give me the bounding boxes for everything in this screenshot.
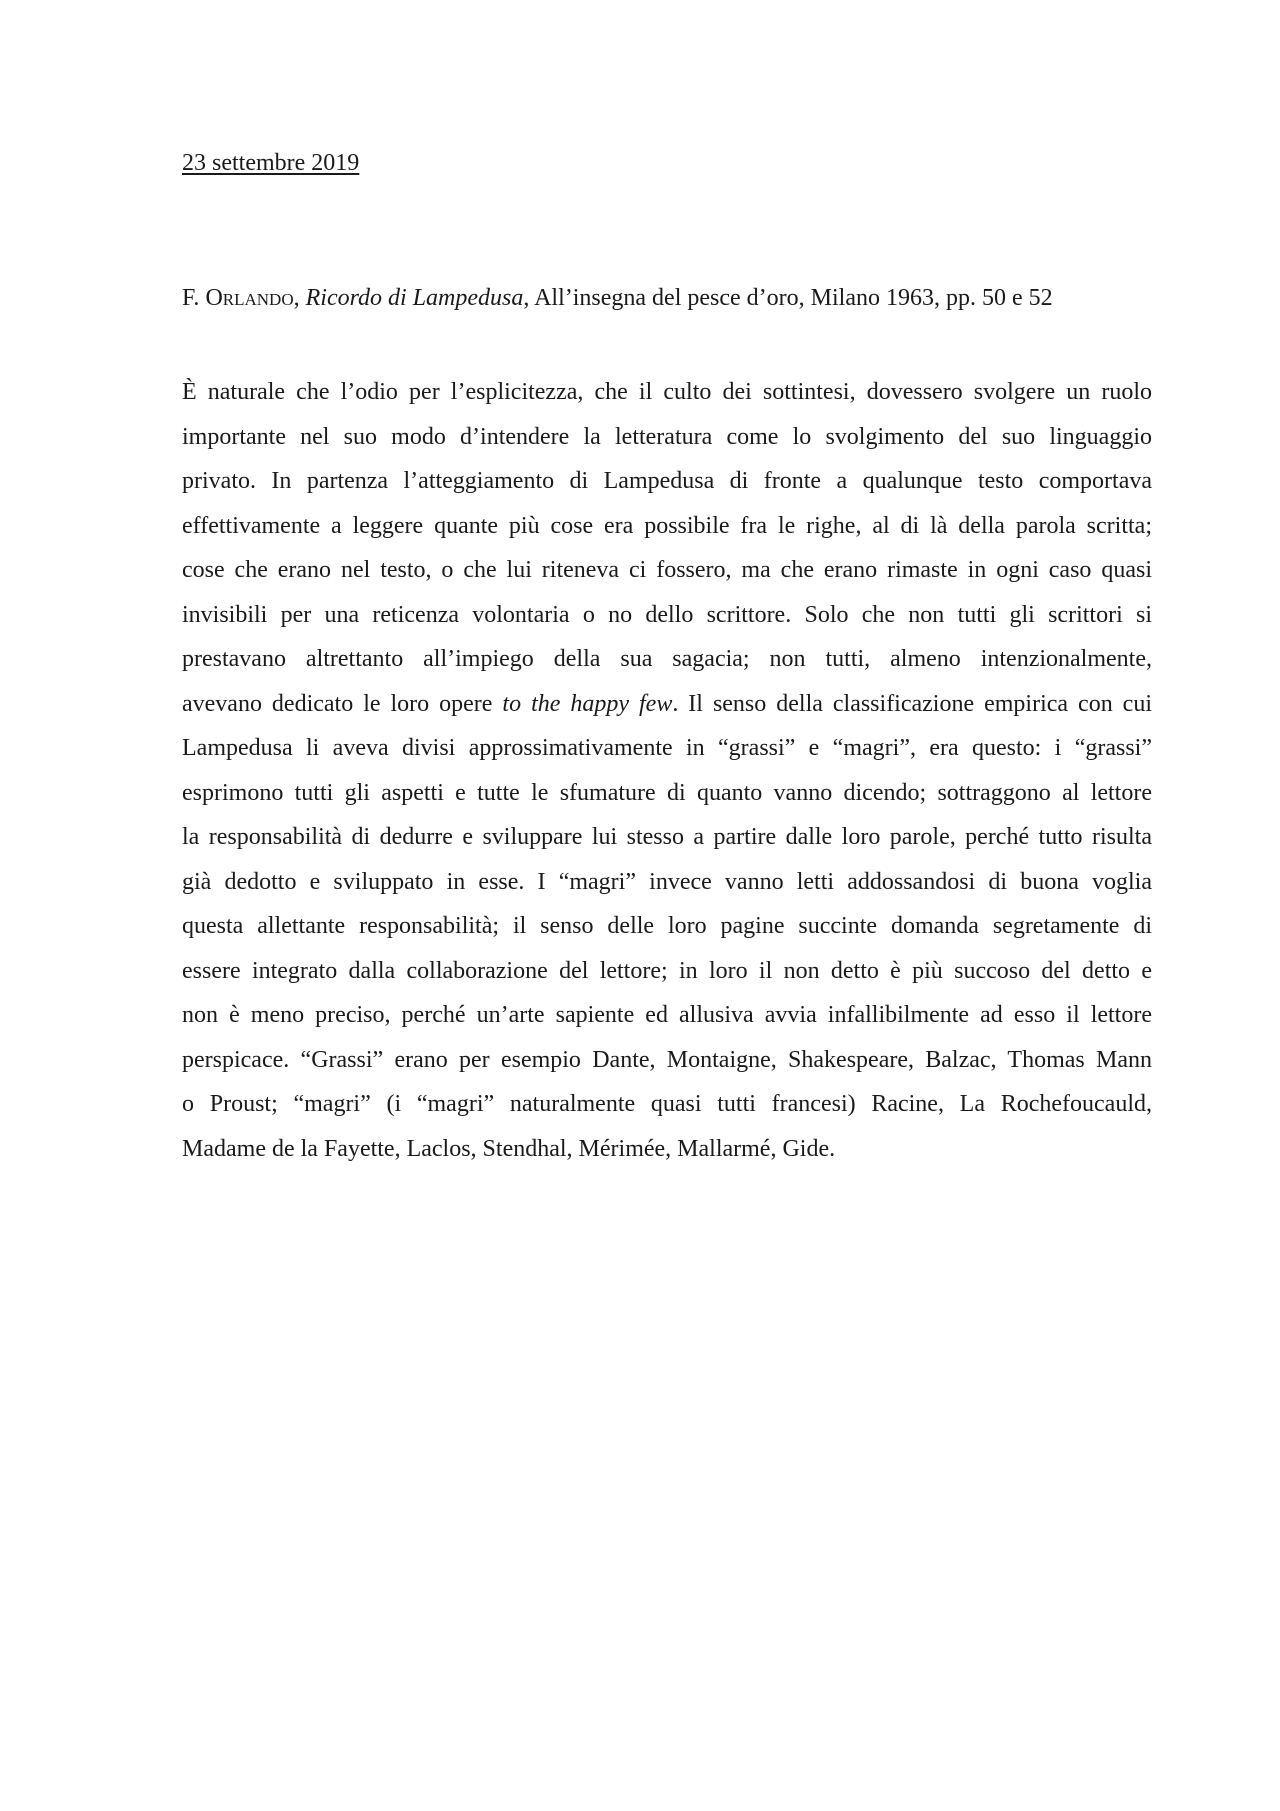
paragraph-line: cose che erano nel testo, o che lui riteneva ci fossero, ma che erano rimaste in ogni caso quasi bbox=[182, 557, 1152, 583]
paragraph-line: importante nel suo modo d’intendere la letteratura come lo svolgimento del suo linguaggio bbox=[182, 423, 1152, 450]
paragraph-line: non è meno preciso, perché un’arte sapiente ed allusiva avvia infallibilmente ad esso il lettore bbox=[182, 1002, 1152, 1028]
paragraph-line: Madame de la Fayette, Laclos, Stendhal, Mérimée, Mallarmé, Gide. bbox=[182, 1135, 836, 1162]
paragraph-line: effettivamente a leggere quante più cose era possibile fra le righe, al di là della parola scritta; bbox=[182, 512, 1152, 539]
citation-separator: , bbox=[293, 285, 306, 311]
paragraph-line-with-italic bbox=[182, 682, 1152, 727]
quoted-paragraph bbox=[182, 370, 1152, 1171]
paragraph-line: Lampedusa li aveva divisi approssimativamente in “grassi” e “magri”, era questo: i “grassi” bbox=[182, 735, 1152, 761]
line-text-after: . Il senso della classificazione empirica con cui bbox=[672, 690, 1152, 717]
paragraph-line: o Proust; “magri” (i “magri” naturalmente quasi tutti francesi) Racine, La Rochefoucauld, bbox=[182, 1091, 1152, 1117]
paragraph-line: perspicace. “Grassi” erano per esempio Dante, Montaigne, Shakespeare, Balzac, Thomas Mann bbox=[182, 1046, 1152, 1073]
work-title: Ricordo di Lampedusa bbox=[305, 285, 524, 311]
paragraph-line: già dedotto e sviluppato in esse. I “magri” invece vanno letti addossandosi di buona voglia bbox=[182, 868, 1152, 895]
paragraph-line: privato. In partenza l’atteggiamento di Lampedusa di fronte a qualunque testo comportava bbox=[182, 468, 1152, 494]
paragraph-line: questa allettante responsabilità; il senso delle loro pagine succinte domanda segretamente di bbox=[182, 913, 1152, 939]
paragraph-line: essere integrato dalla collaborazione del lettore; in loro il non detto è più succoso del detto e bbox=[182, 957, 1152, 984]
paragraph-line: invisibili per una reticenza volontaria o no dello scrittore. Solo che non tutti gli scrittori si bbox=[182, 601, 1152, 628]
paragraph-line: prestavano altrettanto all’impiego della sua sagacia; non tutti, almeno intenzionalmente, bbox=[182, 646, 1152, 672]
paragraph-line: È naturale che l’odio per l’esplicitezza, che il culto dei sottintesi, dovessero svolgere un ruolo bbox=[182, 379, 1152, 405]
document-date: 23 settembre 2019 bbox=[182, 150, 360, 176]
citation-details: , All’insegna del pesce d’oro, Milano 1963, pp. 50 e 52 bbox=[523, 285, 1053, 311]
italic-phrase: to the happy few bbox=[502, 690, 673, 717]
paragraph-line: esprimono tutti gli aspetti e tutte le sfumature di quanto vanno dicendo; sottraggono al lettore bbox=[182, 779, 1152, 806]
author-initial: F. bbox=[182, 285, 200, 311]
bibliographic-citation bbox=[182, 285, 1053, 312]
paragraph-line: la responsabilità di dedurre e sviluppare lui stesso a partire dalle loro parole, perché tutto risulta bbox=[182, 824, 1152, 850]
line-text-before: avevano dedicato le loro opere bbox=[182, 690, 503, 717]
author-surname: Orlando bbox=[205, 285, 294, 311]
